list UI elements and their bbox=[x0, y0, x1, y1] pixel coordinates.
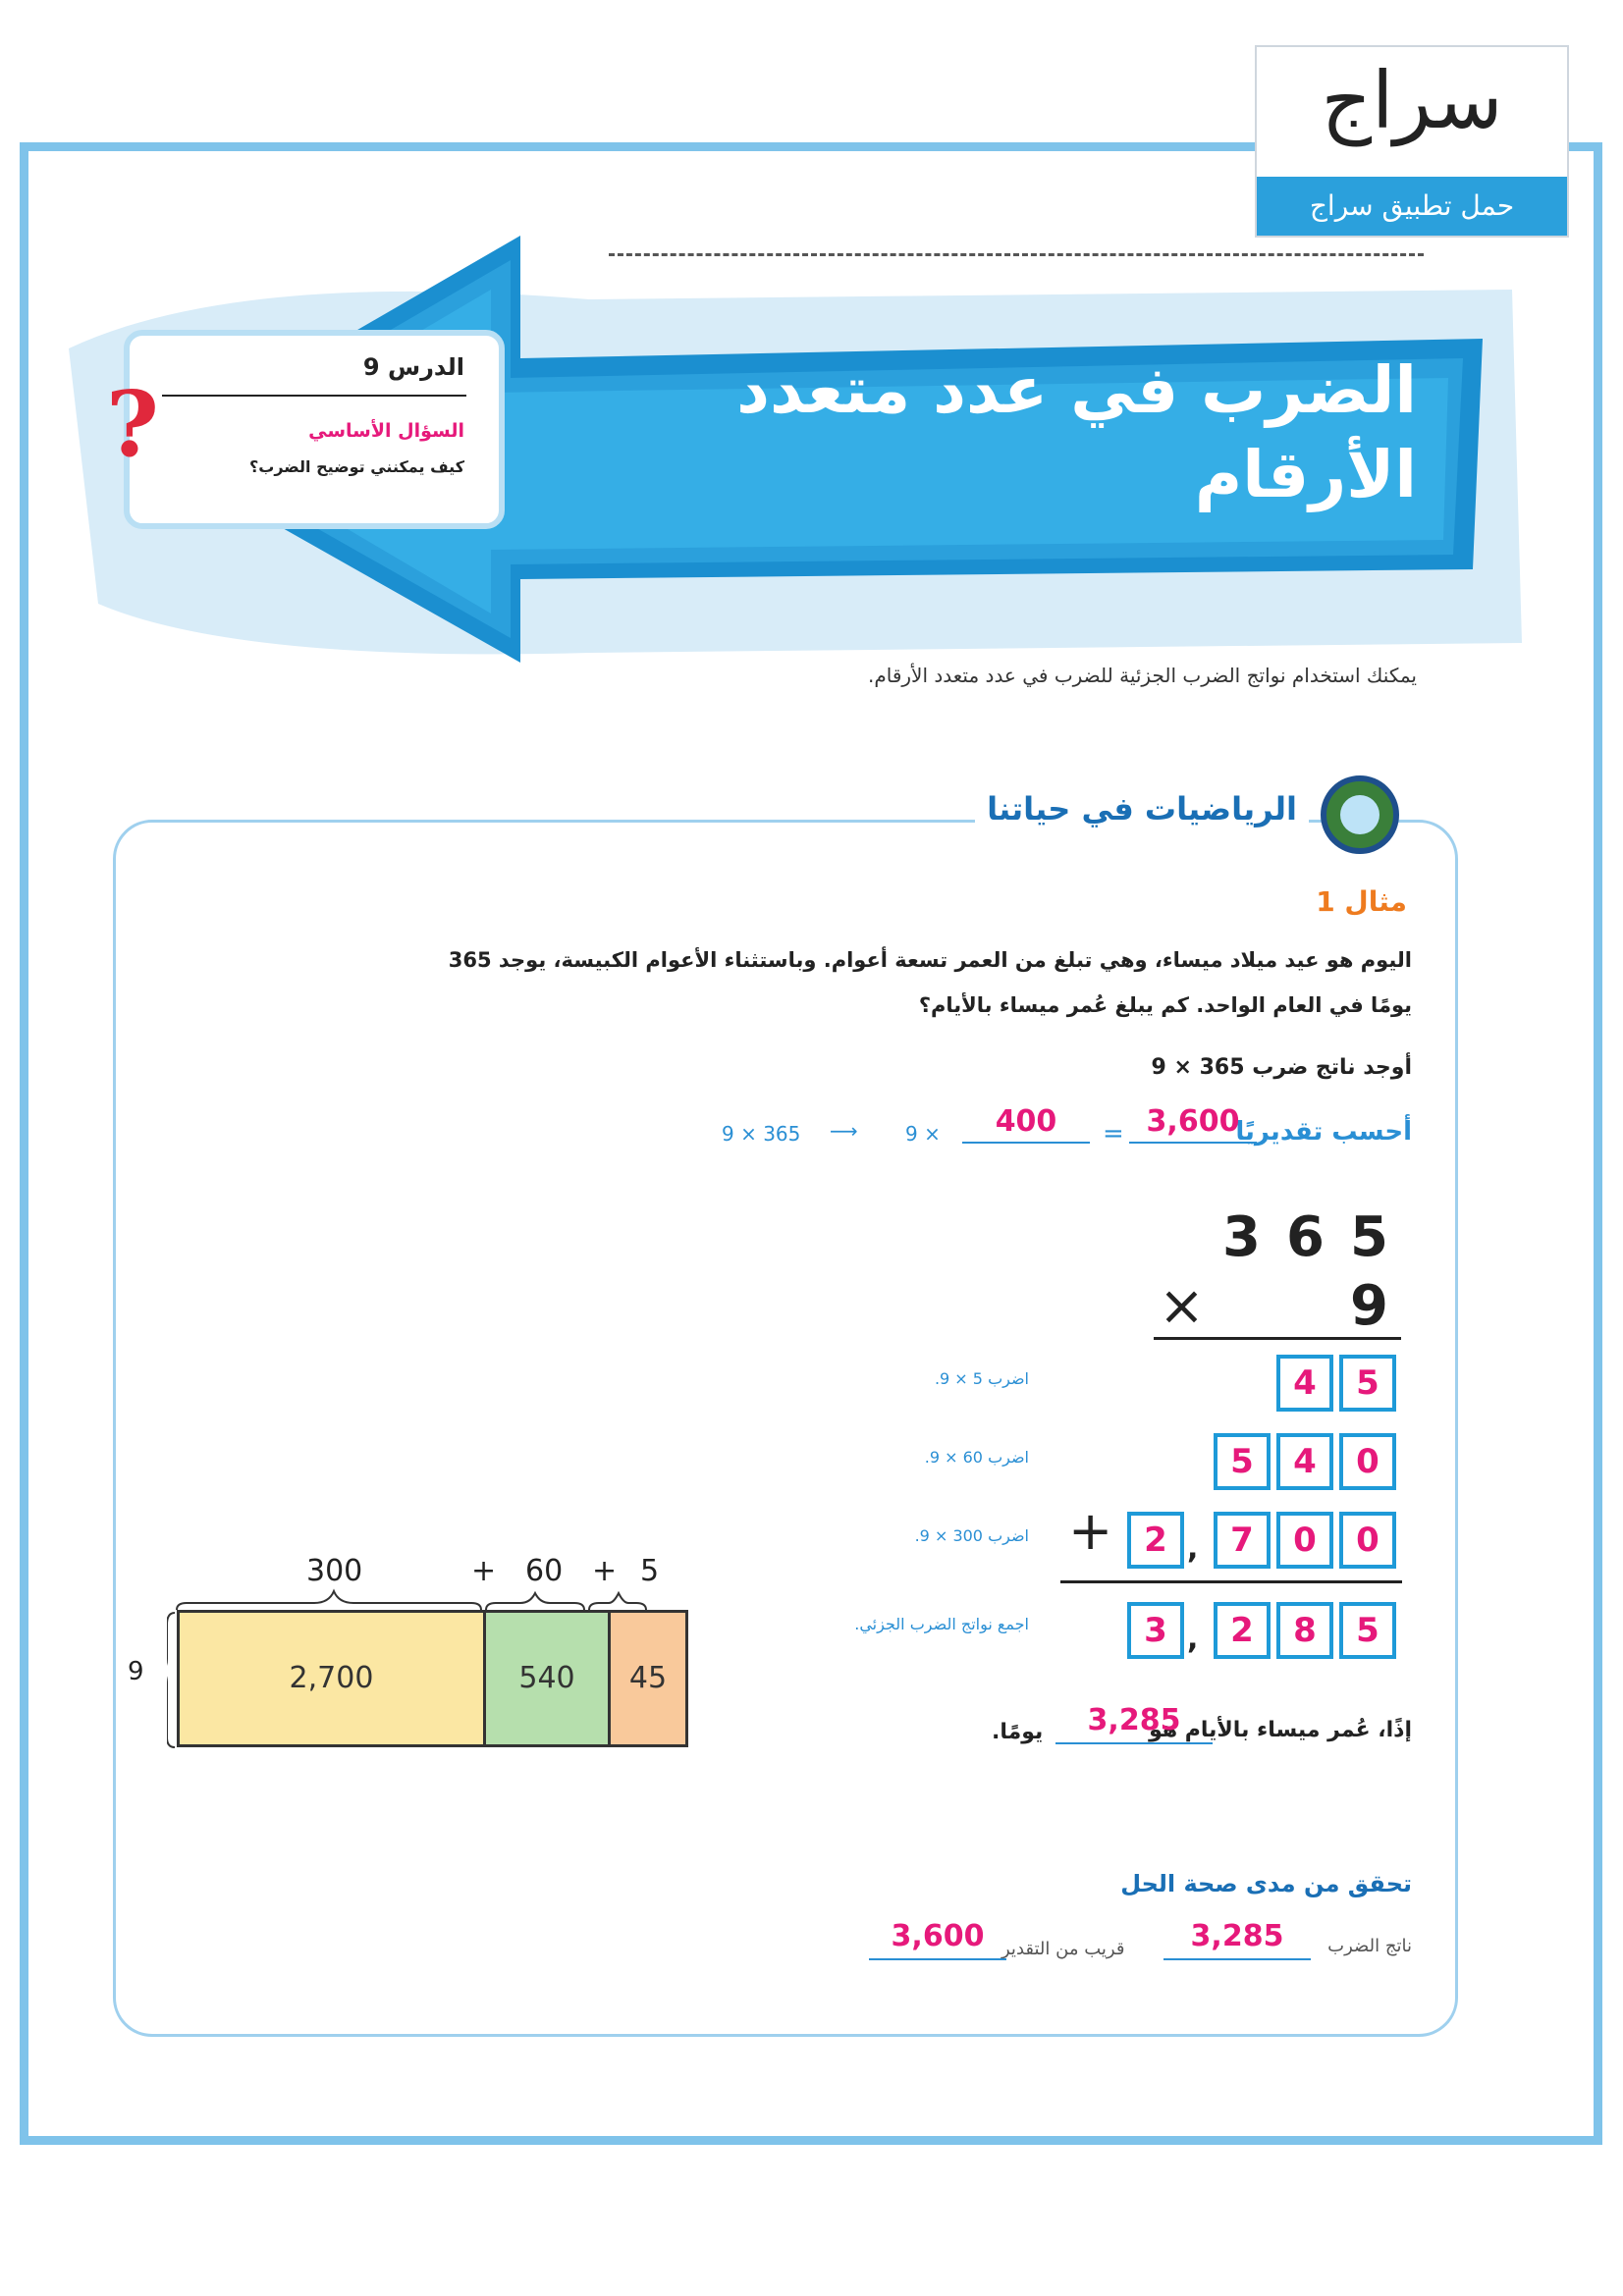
conclusion-answer-blank[interactable] bbox=[1055, 1703, 1213, 1744]
conclusion-answer: 3,285 bbox=[1087, 1703, 1181, 1737]
partial3-digit-tens[interactable]: 0 bbox=[1276, 1512, 1333, 1569]
partial2-digit-hundreds[interactable]: 5 bbox=[1214, 1433, 1271, 1490]
estimate-times: 9 × bbox=[905, 1122, 941, 1146]
equals-sign: = bbox=[1103, 1119, 1124, 1148]
estimate-round-blank[interactable] bbox=[962, 1104, 1090, 1144]
estimate-expression: 9 × 365 bbox=[722, 1122, 801, 1146]
check-estimate-blank[interactable] bbox=[869, 1919, 1006, 1960]
sum-digit-tens[interactable]: 8 bbox=[1276, 1602, 1333, 1659]
partial2-digit-ones[interactable]: 0 bbox=[1339, 1433, 1396, 1490]
question-mark-icon: ? bbox=[106, 371, 159, 477]
area-plus-2: + bbox=[592, 1554, 618, 1588]
essential-question-label: السؤال الأساسي bbox=[308, 420, 464, 442]
area-label-60: 60 bbox=[525, 1554, 564, 1588]
lesson-number: الدرس 9 bbox=[362, 353, 464, 381]
check-product-blank[interactable] bbox=[1163, 1919, 1311, 1960]
brand-logo[interactable] bbox=[1255, 45, 1569, 238]
area-label-5: 5 bbox=[640, 1554, 660, 1588]
word-problem: اليوم هو عيد ميلاد ميساء، وهي تبلغ من العمر تسعة أعوام. وباستثناء الأعوام الكبيسة، يوجد 365 يومًا في العام الواحد. كم يبلغ عُمر ميساء بالأيام؟ bbox=[448, 948, 1412, 1017]
arrow-icon: ⟶ bbox=[830, 1119, 858, 1143]
partial3-digit-hundreds[interactable]: 7 bbox=[1214, 1512, 1271, 1569]
example-label: مثال 1 bbox=[1316, 885, 1407, 918]
lesson-title bbox=[671, 348, 1417, 517]
area-cell-540: 540 bbox=[483, 1610, 611, 1747]
multiplicand-digit-ones: 5 bbox=[1350, 1205, 1388, 1269]
sum-rule bbox=[1060, 1580, 1402, 1583]
partial3-digit-thousands[interactable]: 2 bbox=[1127, 1512, 1184, 1569]
find-product-text: أوجد ناتج ضرب 365 × 9 bbox=[1151, 1055, 1412, 1080]
brand-name: سراج bbox=[1321, 55, 1503, 146]
times-sign: × bbox=[1159, 1274, 1205, 1338]
area-side-label: 9 bbox=[128, 1657, 144, 1686]
partial3-digit-ones[interactable]: 0 bbox=[1339, 1512, 1396, 1569]
check-estimate: 3,600 bbox=[891, 1919, 985, 1953]
section-title: الرياضيات في حياتنا bbox=[975, 790, 1309, 828]
step-label-3: اضرب 300 × 9. bbox=[914, 1526, 1029, 1545]
partial1-digit-ones[interactable]: 5 bbox=[1339, 1355, 1396, 1412]
estimate-round-value: 400 bbox=[995, 1104, 1057, 1139]
sum-digit-hundreds[interactable]: 2 bbox=[1214, 1602, 1271, 1659]
brand-tagline: حمل تطبيق سراج bbox=[1257, 177, 1567, 236]
area-plus-1: + bbox=[471, 1554, 497, 1588]
multiplier-digit: 9 bbox=[1350, 1274, 1388, 1338]
estimate-label: أحسب تقديريًا bbox=[1235, 1117, 1412, 1147]
globe-icon bbox=[1321, 775, 1399, 854]
step-label-2: اضرب 60 × 9. bbox=[924, 1448, 1029, 1467]
conclusion-prefix: إذًا، عُمر ميساء بالأيام هو bbox=[1149, 1718, 1412, 1742]
check-product: 3,285 bbox=[1190, 1919, 1284, 1953]
sum-label: اجمع نواتج الضرب الجزئي. bbox=[854, 1615, 1029, 1633]
multiplicand-digit-hundreds: 3 bbox=[1222, 1205, 1261, 1269]
multiplication-rule bbox=[1154, 1337, 1401, 1340]
sum-digit-thousands[interactable]: 3 bbox=[1127, 1602, 1184, 1659]
check-title: تحقق من مدى صحة الحل bbox=[1120, 1870, 1412, 1897]
partial2-digit-tens[interactable]: 4 bbox=[1276, 1433, 1333, 1490]
plus-sign: + bbox=[1068, 1500, 1113, 1562]
sum-comma: , bbox=[1187, 1622, 1199, 1656]
area-cell-45: 45 bbox=[608, 1610, 688, 1747]
near-label: قريب من التقدير bbox=[1001, 1939, 1125, 1959]
product-label: ناتج الضرب bbox=[1327, 1936, 1412, 1956]
estimate-result-value: 3,600 bbox=[1146, 1104, 1240, 1139]
estimate-result-blank[interactable] bbox=[1129, 1104, 1257, 1144]
essential-question: كيف يمكنني توضيح الضرب؟ bbox=[248, 457, 464, 476]
lesson-title-line1: الضرب في عدد متعدد bbox=[736, 352, 1417, 428]
area-cell-2700: 2,700 bbox=[177, 1610, 486, 1747]
conclusion-suffix: يومًا. bbox=[992, 1720, 1044, 1744]
area-label-300: 300 bbox=[306, 1554, 363, 1588]
partial1-digit-tens[interactable]: 4 bbox=[1276, 1355, 1333, 1412]
multiplicand-digit-tens: 6 bbox=[1286, 1205, 1325, 1269]
thousands-comma: , bbox=[1187, 1531, 1199, 1566]
sum-digit-ones[interactable]: 5 bbox=[1339, 1602, 1396, 1659]
lesson-title-line2: الأرقام bbox=[1194, 437, 1417, 512]
step-label-1: اضرب 5 × 9. bbox=[934, 1369, 1029, 1388]
intro-text: يمكنك استخدام نواتج الضرب الجزئية للضرب في عدد متعدد الأرقام. bbox=[868, 664, 1417, 687]
